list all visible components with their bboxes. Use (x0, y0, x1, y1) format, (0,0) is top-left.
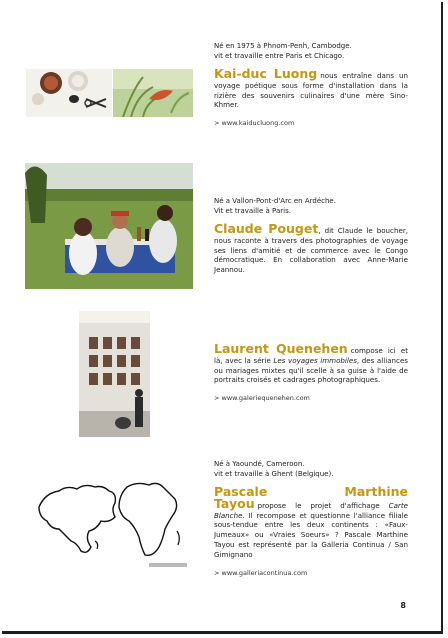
intro-line: vit et travaille entre Paris et Chicago. (214, 52, 345, 60)
artist-name: Laurent Quenehen (214, 341, 348, 356)
intro-line: Né a Vallon-Pont-d'Arc en Ardéche. (214, 197, 336, 205)
project-title: Carte Blanche (214, 500, 408, 520)
artist-description (214, 221, 408, 275)
artist-description (214, 484, 408, 560)
artist-description (214, 341, 408, 385)
photo-rice-installation (113, 69, 193, 117)
intro-line: Né en 1975 à Phnom-Penh, Cambodge. (214, 42, 352, 50)
intro-line: vit et travaille à Ghent (Belgique). (214, 470, 334, 478)
photo-travel-meal (25, 163, 193, 289)
intro-line: Né à Yaoundé, Cameroon. (214, 460, 305, 468)
description-text: propose le projet d'affichage (257, 500, 380, 510)
artist-intro (214, 196, 408, 216)
entry-kai-duc-luong (214, 41, 408, 127)
series-title: Les voyages immobiles (273, 355, 357, 365)
description-text: , des alliances ou mariages mixtes qu'il scelle à sa guise à l'aide de portraits croisés et cadrages photographiques. (214, 355, 408, 385)
artist-intro (214, 41, 408, 61)
description-text: . Il recompose et questionne l'alliance filiale sous-tendue entre les deux continents : «Faux- Jumeaux» ou «Vraies Soeurs» ? Pascale Marthine Tayou est représenté par la Galleria Continua / San Gimignano (214, 510, 408, 559)
artist-name: Kai-duc Luong (214, 66, 318, 81)
description-text: compose ici et là, avec la série (214, 346, 408, 365)
entry-claude-pouget (214, 196, 408, 275)
website-link[interactable]: > www.galleriacontinua.com (214, 568, 308, 577)
poster-map-twin-continents (31, 459, 192, 573)
intro-line: Vit et travaille à Paris. (214, 207, 291, 215)
website-link[interactable]: > www.kaiducluong.com (214, 119, 295, 128)
artist-description (214, 66, 408, 110)
entry-pascale-marthine-tayou (214, 459, 408, 577)
website-link[interactable]: > www.galeriequenehen.com (214, 394, 310, 403)
entry-laurent-quenehen (214, 341, 408, 403)
description-text: , dit Claude le boucher, nous raconte à travers des photographies de voyage ses liens d'amitié et de commerce avec le Congo démocratique. En collaboration avec Anne-Marie Jeannou. (214, 226, 408, 275)
artist-name: Claude Pouget (214, 221, 319, 236)
page-number: 8 (400, 601, 406, 610)
artist-intro (214, 459, 408, 479)
description-text: nous entraîne dans un voyage poétique sous forme d'installation dans la rizière des souvenirs culinaires d'une mère Sino-Khmer. (214, 71, 408, 110)
photo-culinary-objects (26, 69, 112, 117)
artist-name: Pascale Marthine Tayou (214, 484, 408, 511)
photo-gallery-exhibition (79, 311, 150, 437)
